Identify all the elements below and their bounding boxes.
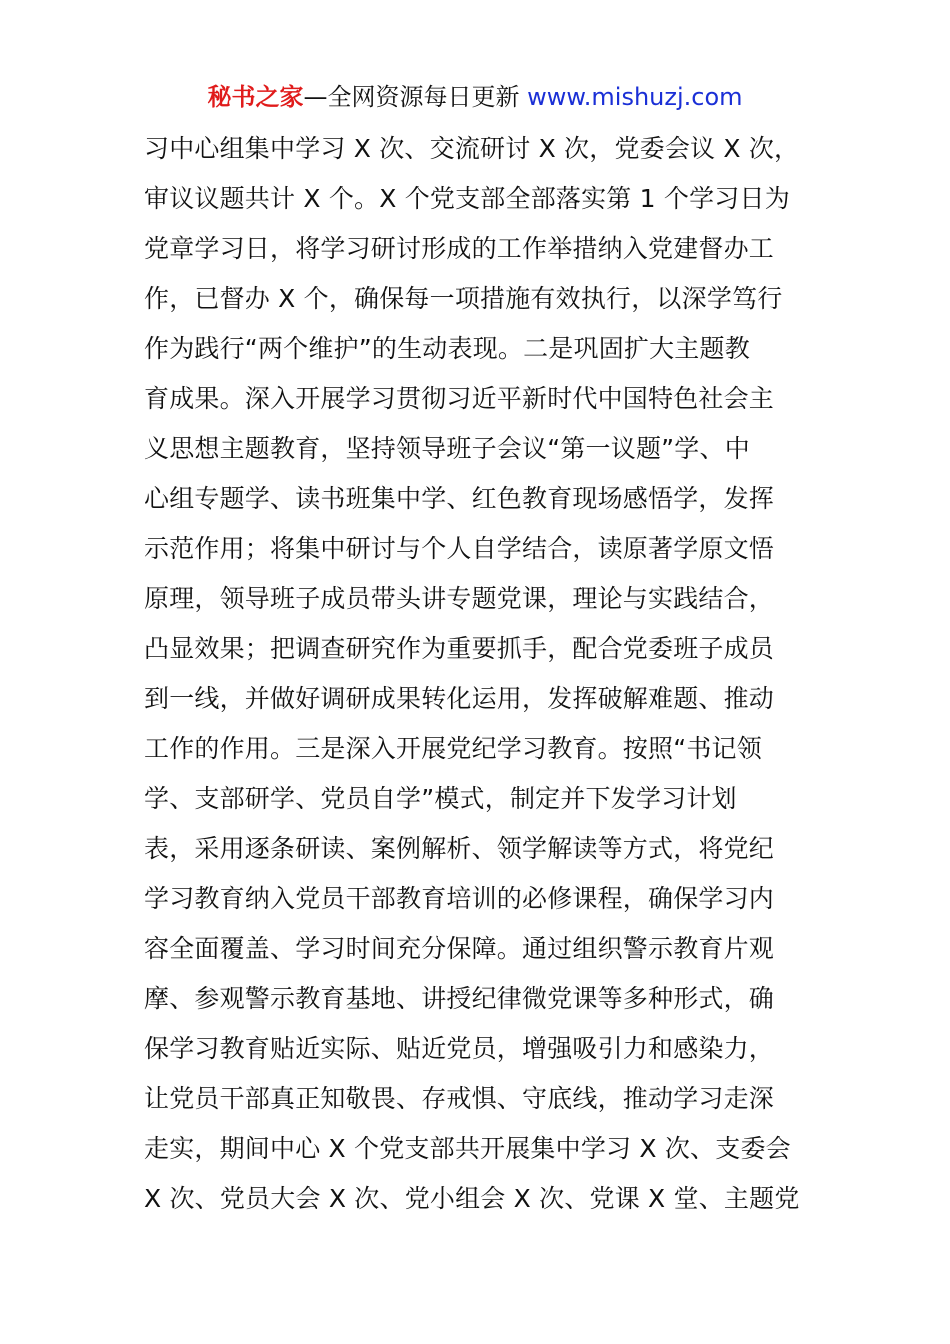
document-body [144, 124, 824, 1224]
site-url-link[interactable]: www.mishuzj.com [527, 83, 743, 111]
text-line: X 次、党员大会 X 次、党小组会 X 次、党课 X 堂、主题党 [144, 1184, 800, 1213]
text-line: 工作的作用。三是深入开展党纪学习教育。按照“书记领 [144, 734, 762, 763]
text-line: 习中心组集中学习 X 次、交流研讨 X 次，党委会议 X 次， [144, 134, 800, 163]
text-line: 审议议题共计 X 个。X 个党支部全部落实第 1 个学习日为 [144, 184, 790, 213]
text-line: 让党员干部真正知敬畏、存戒惧、守底线，推动学习走深 [144, 1084, 775, 1113]
text-line: 表，采用逐条研读、案例解析、领学解读等方式，将党纪 [144, 834, 775, 863]
text-line: 作，已督办 X 个，确保每一项措施有效执行，以深学笃行 [144, 284, 783, 313]
text-line: 摩、参观警示教育基地、讲授纪律微党课等多种形式，确 [144, 984, 775, 1013]
text-line: 示范作用；将集中研讨与个人自学结合，读原著学原文悟 [144, 534, 775, 563]
text-line: 保学习教育贴近实际、贴近党员，增强吸引力和感染力， [144, 1034, 775, 1063]
text-line: 心组专题学、读书班集中学、红色教育现场感悟学，发挥 [144, 484, 775, 513]
text-line: 容全面覆盖、学习时间充分保障。通过组织警示教育片观 [144, 934, 775, 963]
text-line: 党章学习日，将学习研讨形成的工作举措纳入党建督办工 [144, 234, 775, 263]
text-line: 作为践行“两个维护”的生动表现。二是巩固扩大主题教 [144, 334, 750, 363]
text-line: 到一线，并做好调研成果转化运用，发挥破解难题、推动 [144, 684, 775, 713]
header-tagline: —全网资源每日更新 [303, 83, 520, 111]
text-line: 育成果。深入开展学习贯彻习近平新时代中国特色社会主 [144, 384, 775, 413]
text-line: 义思想主题教育，坚持领导班子会议“第一议题”学、中 [144, 434, 750, 463]
text-line: 原理，领导班子成员带头讲专题党课，理论与实践结合， [144, 584, 775, 613]
brand-name: 秘书之家 [207, 83, 304, 111]
text-line: 走实，期间中心 X 个党支部共开展集中学习 X 次、支委会 [144, 1134, 791, 1163]
text-line: 学习教育纳入党员干部教育培训的必修课程，确保学习内 [144, 884, 775, 913]
text-line: 凸显效果；把调查研究作为重要抓手，配合党委班子成员 [144, 634, 775, 663]
site-header [0, 80, 950, 114]
text-line: 学、支部研学、党员自学”模式，制定并下发学习计划 [144, 784, 737, 813]
